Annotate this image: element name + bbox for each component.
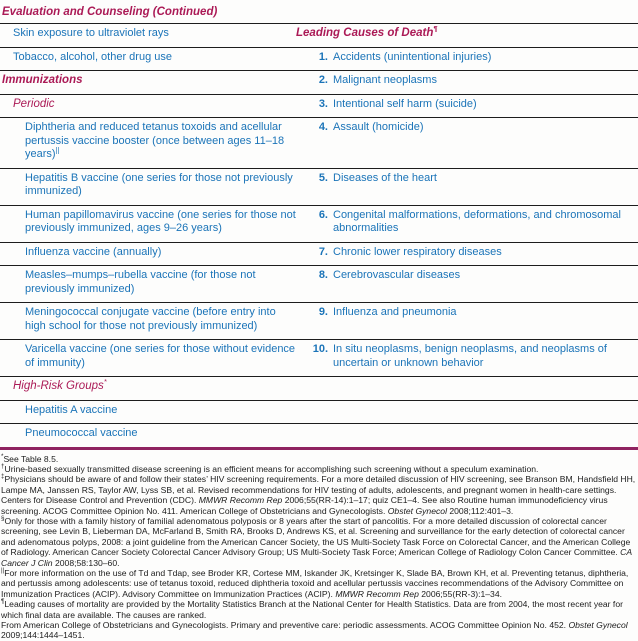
assessment-cell <box>0 95 296 118</box>
cause-cell <box>296 71 638 94</box>
cause-cell <box>296 424 638 447</box>
cause-label: Diseases of the heart <box>333 171 437 184</box>
cause-number: 2. <box>318 74 328 86</box>
cause-cell <box>296 24 638 47</box>
journal-name: Obstet Gynecol <box>568 620 628 630</box>
assessment-cell <box>0 424 296 447</box>
assessment-cell <box>0 401 296 424</box>
table-row <box>0 169 638 206</box>
table-row <box>0 71 638 95</box>
cause-cell <box>296 169 638 205</box>
cause-cell <box>296 303 638 339</box>
footnote-marker: ‡ <box>1 473 5 481</box>
assessment-cell <box>0 340 296 376</box>
cause-number: 7. <box>318 245 328 258</box>
cause-cell <box>296 95 638 118</box>
footnote: §Only for those with a family history of familial adenomatous polyposis or 8 years after the start of pancolitis. For a more detailed discussion of colorectal cancer screening, see Levin B, Lieberman DA, McFarland B, Smith RA, Brooks D, Andrews KS, et al. Screening and surveillance for the early detection of colorectal cancer and adenomatous polyps, 2008: a joint guideline from the American Cancer Society, the US Multi-Society Task Force on Colorectal Cancer, and the American College of Radiology. American Cancer Society Colorectal Cancer Advisory Group; US Multi-Society Task Force; American College of Radiology Colon Cancer Committee. CA Cancer J Clin 2008;58:130–60. <box>1 515 632 568</box>
assessment-label: Skin exposure to ultraviolet rays <box>13 27 169 39</box>
footnote: ||For more information on the use of Td and Tdap, see Broder KR, Cortese MM, Iskander JK, Kretsinger K, Slade BA, Brown KH, et al. Preventing tetanus, diphtheria, and pertussis among adolescents: use of tetanus toxoid, reduced diphtheria toxoid and acellular pertussis vaccines recommendations of the Advisory Committee on Immunization Practices (ACIP). Advisory Committee on Immunization Practices (ACIP). MMWR Recomm Rep 2006;55(RR-3):1–34. <box>1 567 629 599</box>
table-row <box>0 377 638 401</box>
cause-label: Congenital malformations, deformations, and chromosomal abnormalities <box>333 208 621 234</box>
cause-cell <box>296 266 638 302</box>
assessment-cell <box>0 303 296 339</box>
table-title-row <box>0 0 638 24</box>
section-heading: Periodic <box>13 97 55 110</box>
table-row <box>0 340 638 377</box>
assessment-cell <box>0 206 296 242</box>
table-body <box>0 24 638 447</box>
footnote: ‡Physicians should be aware of and follow their states’ HIV screening requirements. For a more detailed discussion of HIV screening, see Branson BM, Handsfield HH, Lampe MA, Janssen RS, Taylor AW, Lyss SB, et al. Revised recommendations for HIV testing of adults, adolescents, and pregnant women in health-care settings. Centers for Disease Control and Prevention (CDC). MMWR Recomm Rep 2006;55(RR-14):1–17; quiz CE1–4. See also Routine human immunodeficiency virus screening. ACOG Committee Opinion No. 411. American College of Obstetricians and Gynecologists. Obstet Gynecol 2008;112:401–3. <box>1 473 636 516</box>
cause-number: 4. <box>318 121 328 133</box>
table-row <box>0 95 638 119</box>
journal-name: MMWR Recomm Rep <box>198 495 283 506</box>
assessment-label: Hepatitis A vaccine <box>25 403 118 416</box>
journal-name: Obstet Gynecol <box>387 505 447 516</box>
table-row <box>0 266 638 303</box>
cause-cell <box>296 118 638 168</box>
cause-number: 6. <box>318 208 328 221</box>
footnote: ¶Leading causes of mortality are provided by the Mortality Statistics Branch at the National Center for Health Statistics. Data are from 2004, the most recent year for which final data are available. The causes are ranked. <box>1 598 623 620</box>
table-title: Evaluation and Counseling (Continued) <box>2 6 218 18</box>
assessment-label: Influenza vaccine (annually) <box>25 245 162 258</box>
footnote-marker: † <box>1 463 5 471</box>
assessment-cell <box>0 48 296 71</box>
cause-label: Influenza and pneumonia <box>333 306 457 318</box>
footnotes <box>0 450 638 641</box>
cause-label: Cerebrovascular diseases <box>333 269 461 281</box>
assessment-cell <box>0 24 296 47</box>
cause-number: 5. <box>318 171 328 184</box>
assessment-cell <box>0 266 296 302</box>
assessment-cell <box>0 118 296 168</box>
table-row <box>0 303 638 340</box>
cause-cell <box>296 340 638 376</box>
assessment-label: Measles–mumps–rubella vaccine (for those not previously immunized) <box>25 269 256 295</box>
footnote-marker: * <box>103 377 107 387</box>
cause-cell <box>296 243 638 266</box>
assessment-label: Pneumococcal vaccine <box>25 427 138 439</box>
footnote-marker: || <box>55 145 60 155</box>
cause-number: 9. <box>318 306 328 318</box>
table-row <box>0 401 638 425</box>
section-heading: Immunizations <box>2 74 83 86</box>
table-row <box>0 118 638 169</box>
journal-name: CA Cancer J Clin <box>1 547 632 568</box>
cause-label: Chronic lower respiratory diseases <box>333 245 502 258</box>
assessment-cell <box>0 71 296 94</box>
assessment-label: Hepatitis B vaccine (one series for those not previously immunized) <box>25 171 293 197</box>
cause-number: 1. <box>318 50 328 63</box>
assessment-cell <box>0 169 296 205</box>
footnote: *See Table 8.5. <box>1 452 59 464</box>
table-row <box>0 24 638 48</box>
cause-label: Accidents (unintentional injuries) <box>333 50 492 63</box>
journal-name: MMWR Recomm Rep <box>335 588 419 599</box>
assessment-label: Meningococcal conjugate vaccine (before entry into high school for those not previously immunized) <box>25 306 276 332</box>
cause-number: 10. <box>312 343 328 355</box>
cause-label: In situ neoplasms, benign neoplasms, and neoplasms of uncertain or unknown behavior <box>333 343 607 369</box>
assessment-label: Tobacco, alcohol, other drug use <box>13 50 172 63</box>
assessment-cell <box>0 377 296 400</box>
assessment-cell <box>0 243 296 266</box>
cause-number: 3. <box>318 97 328 110</box>
cause-number: 8. <box>318 269 328 281</box>
cause-label: Assault (homicide) <box>333 121 424 133</box>
cause-cell <box>296 206 638 242</box>
cause-cell <box>296 401 638 424</box>
cause-cell <box>296 48 638 71</box>
footnote: From American College of Obstetricians and Gynecologists. Primary and preventive care: periodic assessments. ACOG Committee Opinion No. 452. Obstet Gynecol 2009;144:1444–1451. <box>1 620 628 641</box>
table-row <box>0 48 638 72</box>
footnote-marker: * <box>1 452 4 460</box>
footnote-marker: || <box>1 567 5 575</box>
footnote: †Urine-based sexually transmitted disease screening is an efficient means for accomplishing such screening without a speculum examination. <box>1 463 539 474</box>
table-row <box>0 424 638 447</box>
assessment-label: Human papillomavirus vaccine (one series for those not previously immunized, ages 9–26 years) <box>25 208 296 234</box>
section-heading: High-Risk Groups* <box>13 377 107 392</box>
table-row <box>0 243 638 267</box>
footnote-marker: ¶ <box>433 24 438 34</box>
cause-cell <box>296 377 638 400</box>
table-row <box>0 206 638 243</box>
cause-label: Intentional self harm (suicide) <box>333 97 477 110</box>
assessment-label: Varicella vaccine (one series for those without evidence of immunity) <box>25 343 296 369</box>
causes-of-death-heading: Leading Causes of Death¶ <box>296 24 438 39</box>
footnote-marker: § <box>1 515 5 523</box>
footnote-marker: ¶ <box>1 598 5 606</box>
assessment-label: Diphtheria and reduced tetanus toxoids and acellular pertussis vaccine booster (once between ages 11–18 years)|| <box>25 121 285 160</box>
cause-label: Malignant neoplasms <box>333 74 437 86</box>
